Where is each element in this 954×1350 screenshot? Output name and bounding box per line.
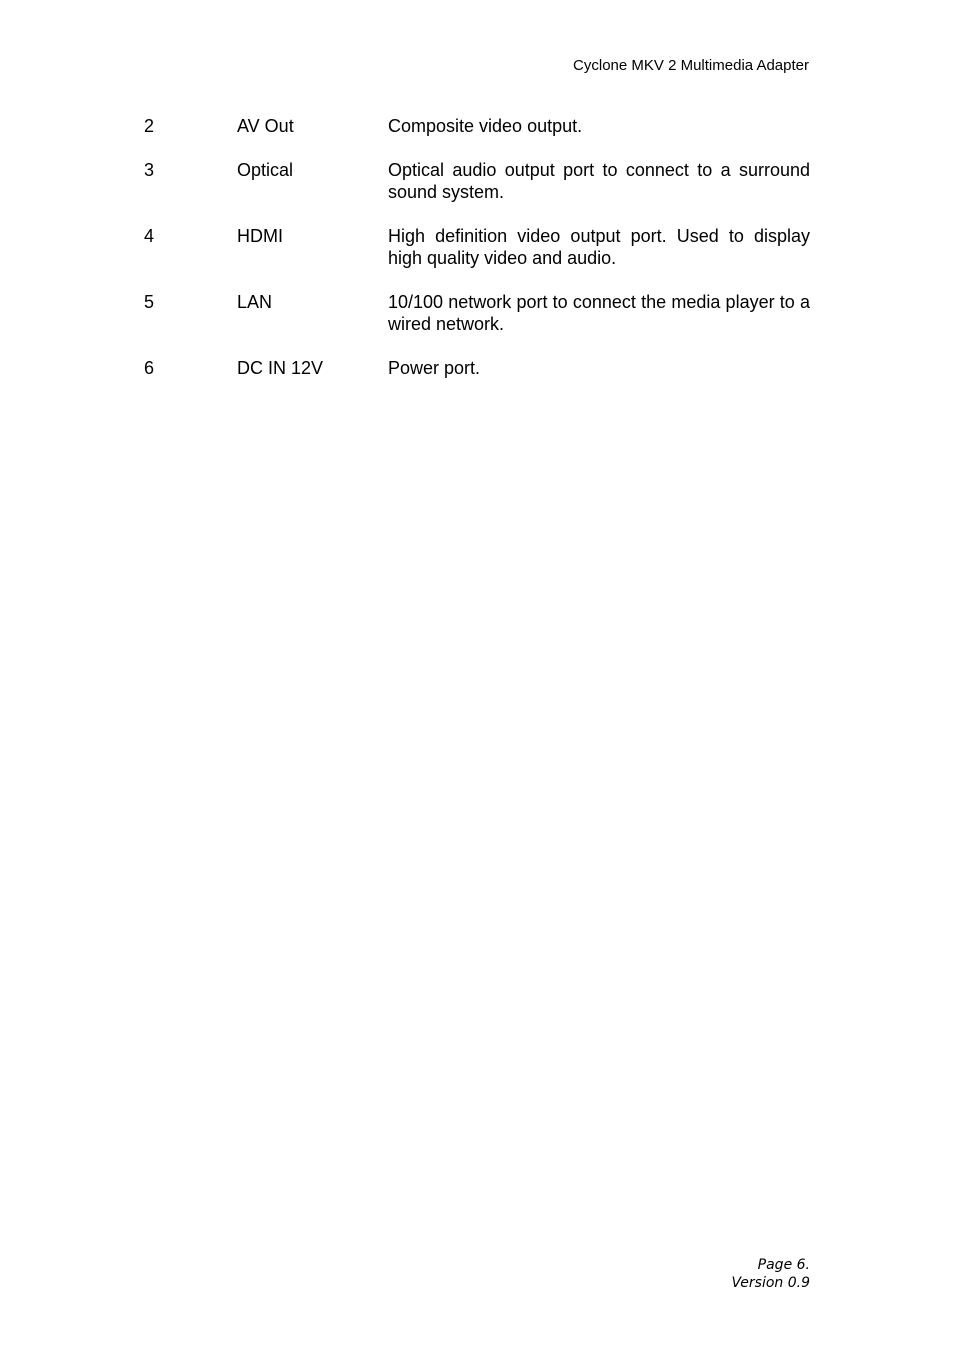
port-number: 5 xyxy=(144,292,155,312)
port-row-hdmi xyxy=(144,225,810,269)
port-row-lan xyxy=(144,291,810,335)
document-header-title: Cyclone MKV 2 Multimedia Adapter xyxy=(573,57,809,74)
port-row-av-out xyxy=(144,115,810,137)
port-name: Optical xyxy=(237,160,294,180)
port-description: Composite video output. xyxy=(388,116,583,136)
page-number: Page 6. xyxy=(757,1257,810,1273)
document-footer xyxy=(732,1256,810,1292)
version-label: Version 0.9 xyxy=(731,1275,810,1291)
port-description: High definition video output port. Used to display high quality video and audio. xyxy=(388,226,810,268)
port-name: HDMI xyxy=(237,226,283,246)
port-description: 10/100 network port to connect the media player to a wired network. xyxy=(388,292,810,334)
port-row-optical xyxy=(144,159,810,203)
port-number: 4 xyxy=(144,226,155,246)
port-name: AV Out xyxy=(237,116,294,136)
port-number: 6 xyxy=(144,358,155,378)
port-name: LAN xyxy=(237,292,273,312)
port-number: 3 xyxy=(144,160,155,180)
port-description: Optical audio output port to connect to a surround sound system. xyxy=(388,160,810,202)
port-description: Power port. xyxy=(388,358,481,378)
port-number: 2 xyxy=(144,116,155,136)
port-name: DC IN 12V xyxy=(237,358,324,378)
port-row-dc-in xyxy=(144,357,810,379)
port-description-list xyxy=(144,115,810,401)
